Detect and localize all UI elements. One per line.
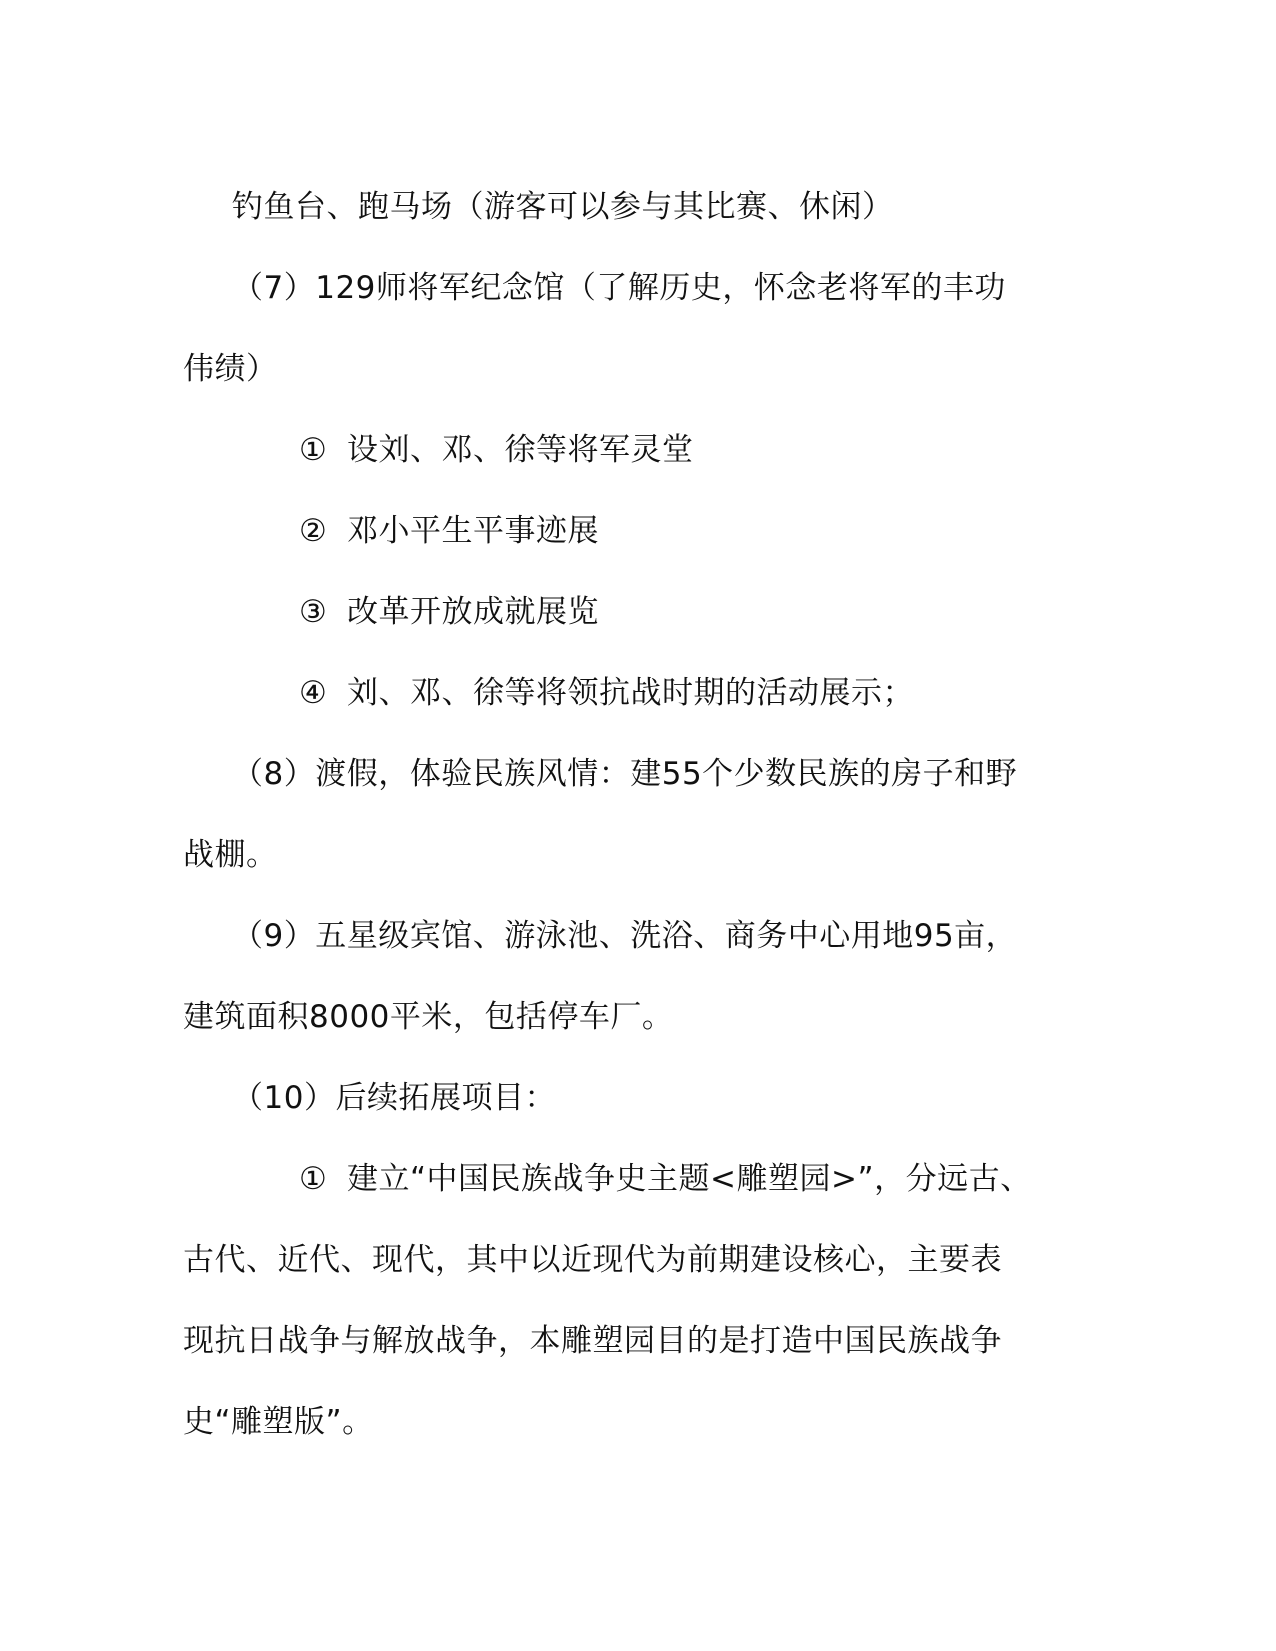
text-line: 钓鱼台、跑马场（游客可以参与其比赛、休闲） xyxy=(232,189,894,225)
list-marker: ③ xyxy=(299,594,328,630)
text-line: 现抗日战争与解放战争，本雕塑园目的是打造中国民族战争 xyxy=(183,1323,1002,1359)
text-line: （8）渡假，体验民族风情：建55个少数民族的房子和野 xyxy=(232,756,1018,792)
text-line: 古代、近代、现代，其中以近现代为前期建设核心，主要表 xyxy=(183,1242,1002,1278)
list-item xyxy=(299,430,694,470)
text-line: 建筑面积8000平米，包括停车厂。 xyxy=(183,999,674,1035)
text-line: （10）后续拓展项目： xyxy=(232,1080,556,1116)
text-line: （9）五星级宾馆、游泳池、洗浴、商务中心用地95亩， xyxy=(232,918,1018,954)
list-marker: ① xyxy=(299,432,328,468)
list-marker: ④ xyxy=(299,675,328,711)
text-line: 史“雕塑版”。 xyxy=(183,1404,374,1440)
list-item-text: 刘、邓、徐等将领抗战时期的活动展示； xyxy=(347,675,914,711)
list-marker: ① xyxy=(299,1161,328,1197)
list-item-text: 改革开放成就展览 xyxy=(347,594,599,630)
list-item-text: 设刘、邓、徐等将军灵堂 xyxy=(347,432,694,468)
list-item-text: 邓小平生平事迹展 xyxy=(347,513,599,549)
list-marker: ② xyxy=(299,513,328,549)
text-line: 伟绩） xyxy=(183,351,278,387)
list-item xyxy=(299,1159,1032,1199)
text-line: （7）129师将军纪念馆（了解历史，怀念老将军的丰功 xyxy=(232,270,1006,306)
list-item xyxy=(299,592,599,632)
list-item xyxy=(299,511,599,551)
list-item-text: 建立“中国民族战争史主题<雕塑园>”，分远古、 xyxy=(347,1161,1032,1197)
list-item xyxy=(299,673,914,713)
text-line: 战棚。 xyxy=(183,837,278,873)
